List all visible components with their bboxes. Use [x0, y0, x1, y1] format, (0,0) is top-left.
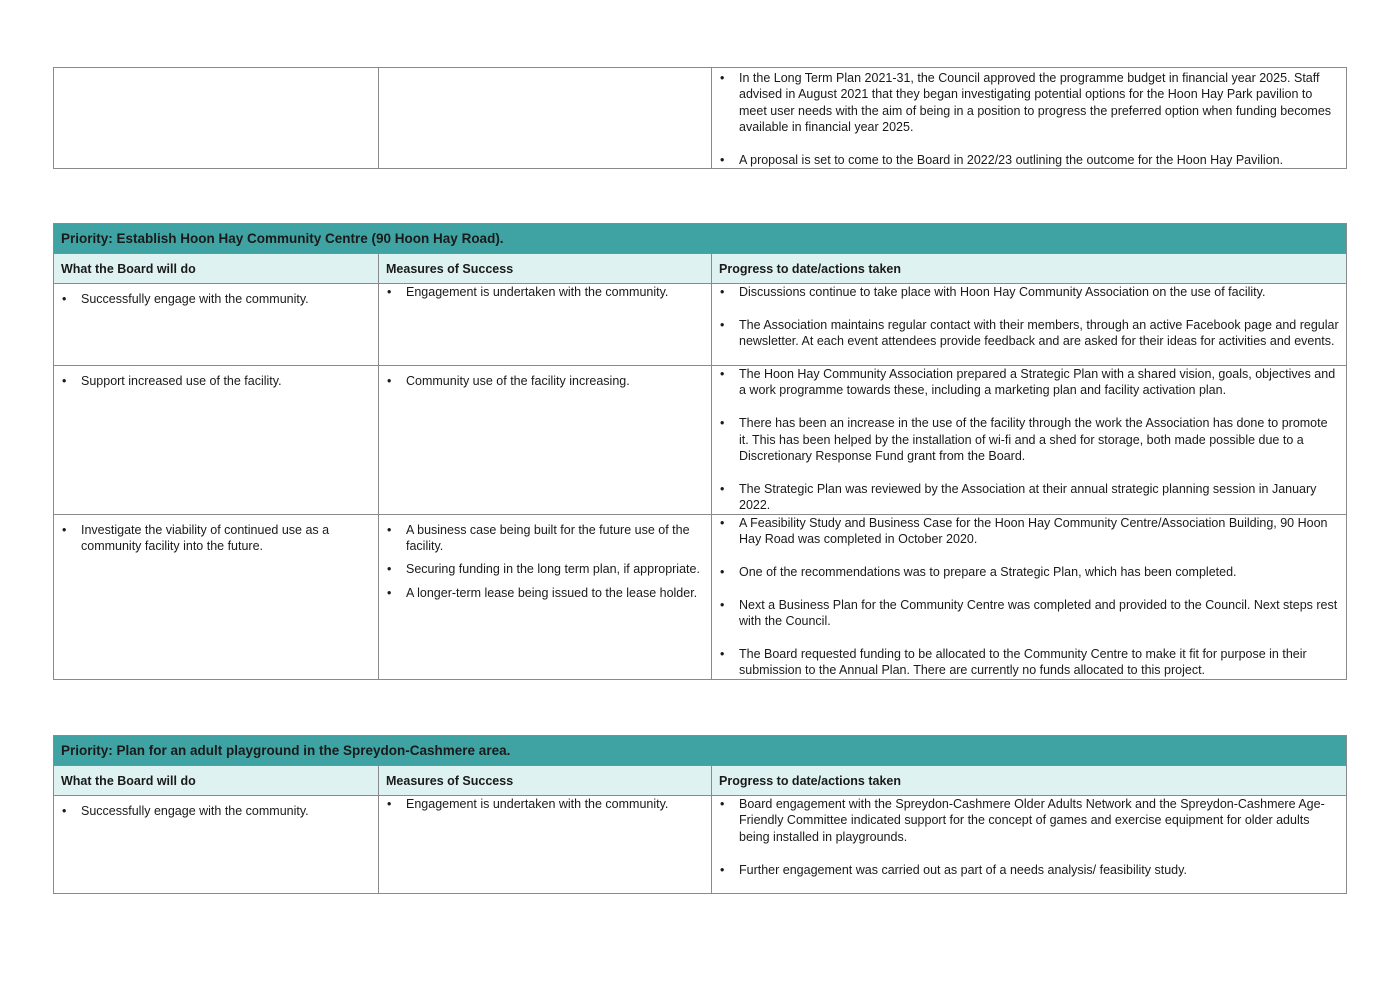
progress-cell — [712, 514, 1347, 679]
list-item: • The Board requested funding to be allocated to the Community Centre to make it fit for purpose in their submission to the Annual Plan. There are currently no funds allocated to this project. — [718, 646, 1340, 679]
board-cell — [54, 68, 379, 169]
measures-cell — [379, 366, 712, 515]
progress-cell — [712, 284, 1347, 366]
list-item: • In the Long Term Plan 2021-31, the Council approved the programme budget in financial year 2025. Staff advised in August 2021 that they began investigating potential options for the Hoon Hay Park pavilion to meet user needs with the aim of being in a position to progress the preferred option when funding becomes available in financial year 2025. — [718, 70, 1340, 136]
header-row — [54, 254, 1347, 284]
list-item: • Successfully engage with the community. — [60, 291, 372, 307]
board-cell — [54, 284, 379, 366]
column-header-measures: Measures of Success — [379, 766, 712, 796]
list-item: • Support increased use of the facility. — [60, 373, 372, 389]
table-row — [54, 366, 1347, 515]
priority-table-community-centre — [53, 223, 1347, 680]
table-row — [54, 796, 1347, 894]
board-cell — [54, 514, 379, 679]
continuation-table — [53, 67, 1347, 169]
list-item: • There has been an increase in the use of the facility through the work the Association has done to promote it. This has been helped by the installation of wi-fi and a shed for storage, both made possible due to a Discretionary Response Fund grant from the Board. — [718, 415, 1340, 464]
column-header-progress: Progress to date/actions taken — [712, 254, 1347, 284]
header-row — [54, 766, 1347, 796]
board-cell — [54, 796, 379, 894]
column-header-measures: Measures of Success — [379, 254, 712, 284]
progress-cell — [712, 68, 1347, 169]
column-header-progress: Progress to date/actions taken — [712, 766, 1347, 796]
progress-cell — [712, 796, 1347, 894]
list-item: • The Association maintains regular contact with their members, through an active Facebook page and regular newsletter. At each event attendees provide feedback and are asked for their ideas for activities and events. — [718, 317, 1340, 350]
priority-table-adult-playground — [53, 735, 1347, 894]
table-row — [54, 514, 1347, 679]
column-header-board: What the Board will do — [54, 254, 379, 284]
table-row — [54, 68, 1347, 169]
priority-row — [54, 736, 1347, 766]
list-item: • Community use of the facility increasing. — [385, 373, 705, 389]
measures-cell — [379, 514, 712, 679]
list-item: • Discussions continue to take place with Hoon Hay Community Association on the use of facility. — [718, 284, 1340, 300]
list-item: • One of the recommendations was to prepare a Strategic Plan, which has been completed. — [718, 564, 1340, 580]
list-item: • Next a Business Plan for the Community Centre was completed and provided to the Council. Next steps rest with the Council. — [718, 597, 1340, 630]
column-header-board: What the Board will do — [54, 766, 379, 796]
list-item: • The Hoon Hay Community Association prepared a Strategic Plan with a shared vision, goals, objectives and a work programme towards these, including a marketing plan and facility activation plan. — [718, 366, 1340, 399]
measures-cell — [379, 796, 712, 894]
board-cell — [54, 366, 379, 515]
list-item: • A longer-term lease being issued to the lease holder. — [385, 585, 705, 601]
priority-title: Priority: Establish Hoon Hay Community Centre (90 Hoon Hay Road). — [54, 224, 1347, 254]
list-item: • Board engagement with the Spreydon-Cashmere Older Adults Network and the Spreydon-Cashmere Age-Friendly Committee indicated support for the concept of games and exercise equipment for older adults being installed in playgrounds. — [718, 796, 1340, 845]
table-row — [54, 284, 1347, 366]
progress-cell — [712, 366, 1347, 515]
priority-title: Priority: Plan for an adult playground in the Spreydon-Cashmere area. — [54, 736, 1347, 766]
list-item: • The Strategic Plan was reviewed by the Association at their annual strategic planning session in January 2022. — [718, 481, 1340, 514]
list-item: • Engagement is undertaken with the community. — [385, 796, 705, 812]
progress-list — [718, 70, 1340, 168]
measures-cell — [379, 284, 712, 366]
measures-cell — [379, 68, 712, 169]
list-item: • A proposal is set to come to the Board in 2022/23 outlining the outcome for the Hoon Hay Pavilion. — [718, 152, 1340, 168]
list-item: • Successfully engage with the community. — [60, 803, 372, 819]
list-item: • Engagement is undertaken with the community. — [385, 284, 705, 300]
priority-row — [54, 224, 1347, 254]
list-item: • Securing funding in the long term plan, if appropriate. — [385, 561, 705, 577]
list-item: • A business case being built for the future use of the facility. — [385, 522, 705, 555]
list-item: • Investigate the viability of continued use as a community facility into the future. — [60, 522, 372, 555]
list-item: • A Feasibility Study and Business Case for the Hoon Hay Community Centre/Association Building, 90 Hoon Hay Road was completed in October 2020. — [718, 515, 1340, 548]
list-item: • Further engagement was carried out as part of a needs analysis/ feasibility study. — [718, 862, 1340, 878]
